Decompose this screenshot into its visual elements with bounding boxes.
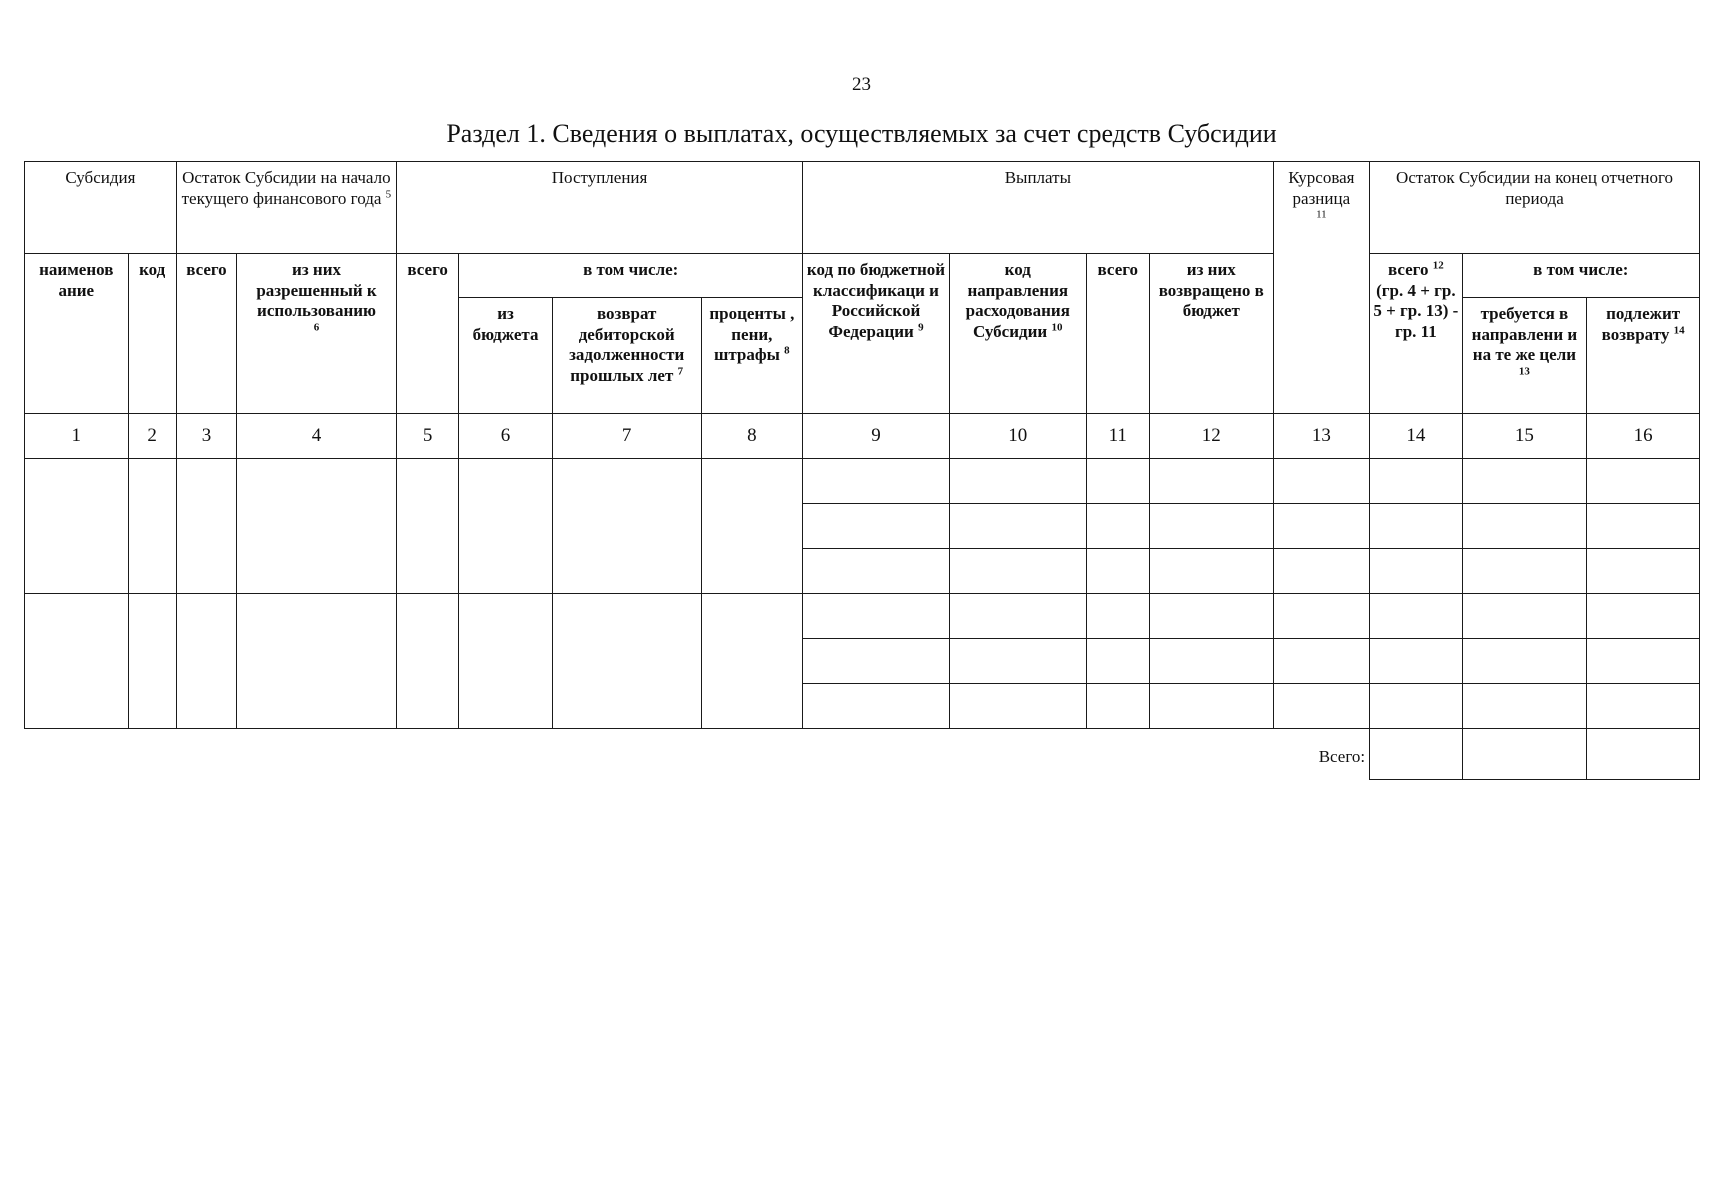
header-receivables-return: возврат дебиторской задолженности прошлых лет $^7$ [552,298,701,414]
table-cell[interactable] [949,639,1086,684]
column-number: 10 [949,414,1086,459]
table-cell[interactable] [803,459,950,504]
subsidy-payments-table [24,161,1700,780]
total-cell[interactable] [1370,729,1462,780]
header-interest: проценты , пени, штрафы $^8$ [701,298,803,414]
table-cell[interactable] [803,504,950,549]
table-cell[interactable] [1370,549,1462,594]
header-including-closing: в том числе: [1462,254,1699,298]
header-total-5: всего [396,254,458,414]
table-cell[interactable] [1587,504,1700,549]
table-cell[interactable] [1273,594,1370,639]
column-number: 8 [701,414,803,459]
column-number: 14 [1370,414,1462,459]
table-cell[interactable] [237,459,397,594]
header-total-14: всего $^{12}$ (гр. 4 + гр. 5 + гр. 13) - гр. 11 [1370,254,1462,414]
header-budget-code: код по бюджетной классификаци и Российской Федерации $^9$ [803,254,950,414]
table-cell[interactable] [949,504,1086,549]
table-cell[interactable] [552,594,701,729]
total-row [25,729,1700,780]
table-cell[interactable] [803,549,950,594]
table-cell[interactable] [1370,639,1462,684]
table-cell[interactable] [552,459,701,594]
column-number: 13 [1273,414,1370,459]
column-number-row [25,414,1700,459]
column-number: 1 [25,414,129,459]
table-cell[interactable] [1587,549,1700,594]
table-cell[interactable] [701,459,803,594]
header-name: наименов ание [25,254,129,414]
table-cell[interactable] [803,594,950,639]
total-cell[interactable] [1587,729,1700,780]
header-code: код [128,254,176,414]
table-cell[interactable] [25,459,129,594]
table-cell[interactable] [803,684,950,729]
table-cell[interactable] [1587,594,1700,639]
header-opening-balance: Остаток Субсидии на начало текущего финансового года $^5$ [176,162,396,254]
table-cell[interactable] [1370,594,1462,639]
table-cell[interactable] [701,594,803,729]
header-allowed: из них разрешенный к использованию $^6$ [237,254,397,414]
table-cell[interactable] [1086,504,1149,549]
header-returned: из них возвращено в бюджет [1149,254,1273,414]
header-closing-balance: Остаток Субсидии на конец отчетного периода [1370,162,1700,254]
table-cell[interactable] [949,549,1086,594]
table-row [25,594,1700,639]
table-cell[interactable] [1370,504,1462,549]
table-cell[interactable] [237,594,397,729]
column-number: 7 [552,414,701,459]
table-cell[interactable] [1273,504,1370,549]
table-cell[interactable] [1273,684,1370,729]
column-number: 15 [1462,414,1587,459]
column-number: 6 [459,414,552,459]
table-cell[interactable] [176,459,236,594]
column-number: 9 [803,414,950,459]
table-cell[interactable] [1086,639,1149,684]
table-cell[interactable] [25,594,129,729]
table-cell[interactable] [1086,684,1149,729]
column-number: 11 [1086,414,1149,459]
table-cell[interactable] [1587,459,1700,504]
total-cell[interactable] [1462,729,1587,780]
table-row [25,459,1700,504]
header-receipts: Поступления [396,162,802,254]
column-number: 16 [1587,414,1700,459]
table-cell[interactable] [128,594,176,729]
section-title: Раздел 1. Сведения о выплатах, осуществляемых за счет средств Субсидии [446,119,1277,148]
table-cell[interactable] [176,594,236,729]
header-from-budget: из бюджета [459,298,552,414]
table-cell[interactable] [396,594,458,729]
table-cell[interactable] [1370,459,1462,504]
table-cell[interactable] [128,459,176,594]
table-cell[interactable] [1462,549,1587,594]
table-cell[interactable] [396,459,458,594]
header-including-receipts: в том числе: [459,254,803,298]
header-direction-code: код направления расходования Субсидии $^{10}$ [949,254,1086,414]
table-cell[interactable] [1462,459,1587,504]
table-cell[interactable] [949,459,1086,504]
header-subsidy: Субсидия [25,162,177,254]
table-cell[interactable] [1462,594,1587,639]
header-fx-diff: Курсовая разница $^{11}$ [1273,162,1370,414]
header-total-3: всего [176,254,236,414]
table-cell[interactable] [1462,639,1587,684]
column-number: 3 [176,414,236,459]
column-number: 5 [396,414,458,459]
table-cell[interactable] [1273,549,1370,594]
header-required: требуется в направлени и на те же цели $^{13}$ [1462,298,1587,414]
table-cell[interactable] [1086,594,1149,639]
table-cell[interactable] [1149,459,1273,504]
column-number: 4 [237,414,397,459]
table-cell[interactable] [1086,459,1149,504]
table-cell[interactable] [459,459,552,594]
table-cell[interactable] [1273,459,1370,504]
table-cell[interactable] [1462,504,1587,549]
table-cell[interactable] [1149,639,1273,684]
page-number: 23 [852,74,871,95]
header-payments: Выплаты [803,162,1273,254]
table-cell[interactable] [1086,549,1149,594]
table-cell[interactable] [1462,684,1587,729]
table-cell[interactable] [803,639,950,684]
table-cell[interactable] [1587,639,1700,684]
table-cell[interactable] [949,594,1086,639]
table-cell[interactable] [949,684,1086,729]
table-cell[interactable] [1370,684,1462,729]
header-to-return: подлежит возврату $^{14}$ [1587,298,1700,414]
table-cell[interactable] [1149,504,1273,549]
table-cell[interactable] [1149,594,1273,639]
table-cell[interactable] [459,594,552,729]
column-number: 12 [1149,414,1273,459]
table-cell[interactable] [1273,639,1370,684]
total-label: Всего: [1318,746,1366,766]
header-total-11: всего [1086,254,1149,414]
table-cell[interactable] [1149,549,1273,594]
table-cell[interactable] [1149,684,1273,729]
table-cell[interactable] [1587,684,1700,729]
column-number: 2 [128,414,176,459]
